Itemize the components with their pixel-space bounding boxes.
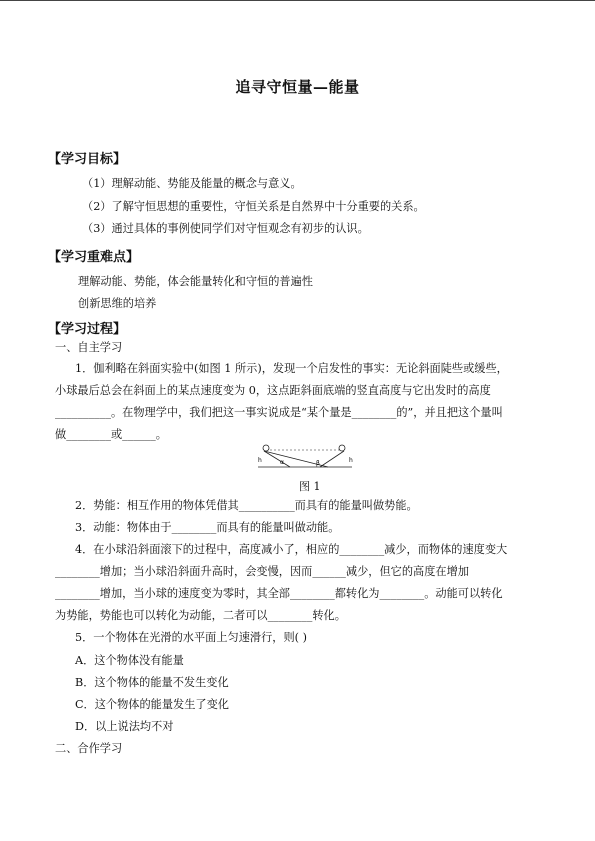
goal-item-2: （2）了解守恒思想的重要性，守恒关系是自然界中十分重要的关系。 — [82, 200, 425, 213]
section-self-study: 一、自主学习 — [55, 341, 123, 354]
q4-line-3: ________增加，当小球的速度变为零时，其全部________都转化为________。动能可以转化 — [55, 587, 503, 600]
section-cooperative-study: 二、合作学习 — [55, 742, 123, 755]
q2-line: 2．势能：相互作用的物体凭借其__________而具有的能量叫做势能。 — [75, 499, 418, 512]
right-incline — [320, 451, 344, 467]
key-point-1: 理解动能、势能，体会能量转化和守恒的普遍性 — [78, 275, 313, 288]
page-title: 追寻守恒量—能量 — [235, 78, 360, 96]
q3-line: 3．动能：物体由于________而具有的能量叫做动能。 — [75, 521, 340, 534]
key-points-heading: 【学习重难点】 — [48, 250, 140, 265]
q5-option-b: B．这个物体的能量不发生变化 — [75, 676, 229, 689]
ball-right — [339, 445, 345, 451]
key-point-2: 创新思维的培养 — [78, 297, 157, 310]
q1-line-3: __________。在物理学中，我们把这一事实说成是“某个量是________的”，并且把这个量叫 — [55, 406, 503, 419]
goal-item-3: （3）通过具体的事例使同学们对守恒观念有初步的认识。 — [82, 222, 369, 235]
q1-line-1: 1．伽利略在斜面实验中(如图 1 所示)，发现一个启发性的事实：无论斜面陡些或缓些， — [75, 362, 508, 375]
q1-line-4: 做________或______。 — [55, 428, 167, 441]
process-heading: 【学习过程】 — [48, 322, 127, 337]
figure-1-caption: 图 1 — [299, 480, 321, 493]
goal-item-1: （1）理解动能、势能及能量的概念与意义。 — [82, 177, 302, 190]
page-top-rule — [0, 0, 595, 1]
label-h-left: h — [258, 457, 262, 464]
q1-line-2: 小球最后总会在斜面上的某点速度变为 0，这点距斜面底端的竖直高度与它出发时的高度 — [55, 384, 491, 397]
label-alpha: α — [280, 459, 284, 466]
goals-heading: 【学习目标】 — [48, 152, 127, 167]
figure-1-incline-diagram — [254, 442, 358, 472]
q5-stem: 5．一个物体在光滑的水平面上匀速滑行，则( ) — [75, 631, 307, 644]
label-h-right: h — [349, 457, 353, 464]
q5-option-a: A．这个物体没有能量 — [75, 654, 184, 667]
q4-line-2: ________增加；当小球沿斜面升高时，会变慢，因而______减少，但它的高度在增加 — [55, 565, 469, 578]
q5-option-d: D．以上说法均不对 — [75, 720, 174, 733]
ball-left — [263, 445, 269, 451]
q4-line-1: 4．在小球沿斜面滚下的过程中，高度减小了，相应的________减少，而物体的速度变大 — [75, 543, 508, 556]
label-beta: β — [316, 460, 320, 467]
left-incline — [264, 451, 290, 467]
q4-line-4: 为势能，势能也可以转化为动能，二者可以________转化。 — [55, 609, 346, 622]
q5-option-c: C．这个物体的能量发生了变化 — [75, 698, 229, 711]
